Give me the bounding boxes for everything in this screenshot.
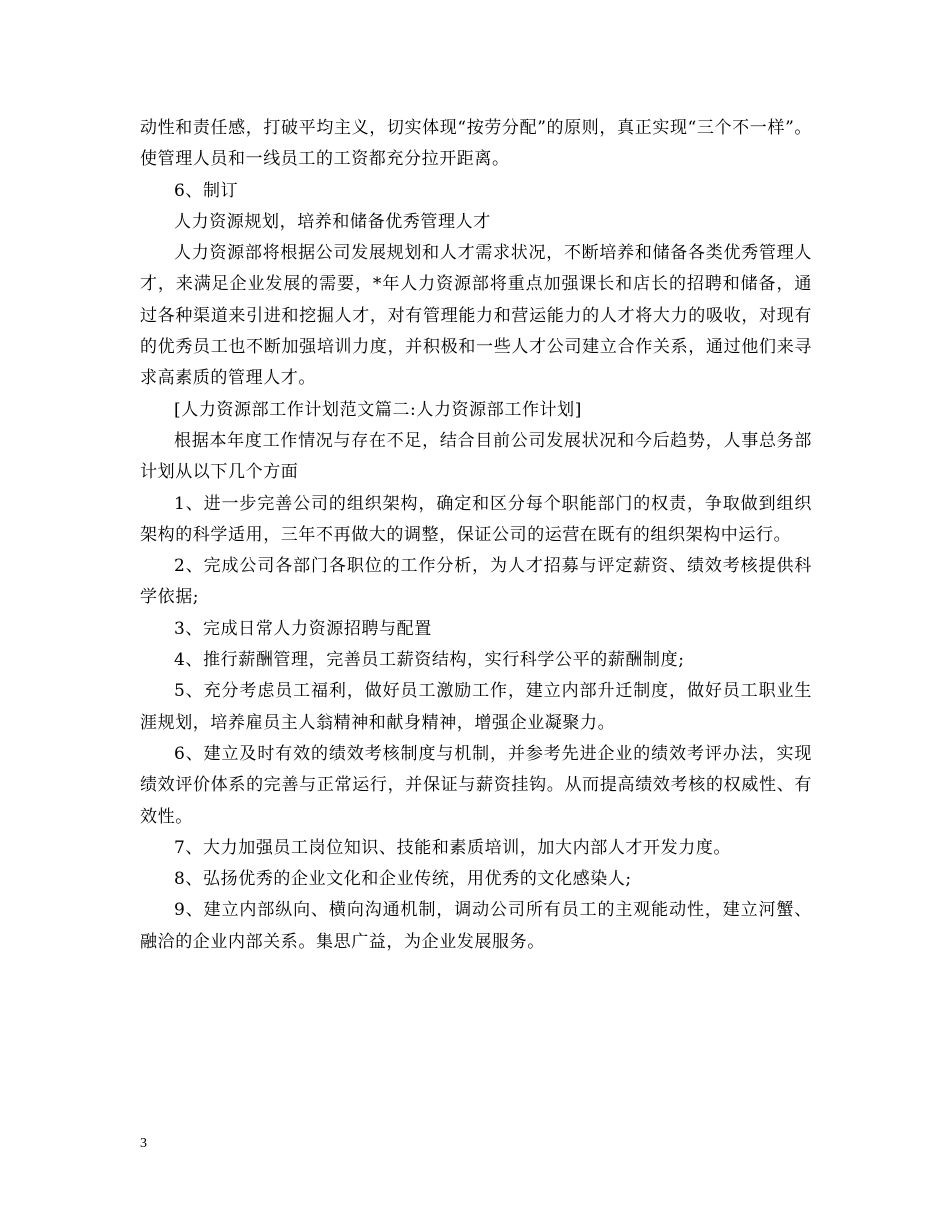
list-item-1: 1、进一步完善公司的组织架构，确定和区分每个职能部门的权责，争取做到组织架构的科学适用，三年不再做大的调整，保证公司的运营在既有的组织架构中运行。 [140, 493, 812, 545]
list-item-7: 7、大力加强员工岗位知识、技能和素质培训，加大内部人才开发力度。 [174, 837, 732, 858]
paragraph-4: 人力资源部将根据公司发展规划和人才需求状况，不断培养和储备各类优秀管理人才，来满足企业发展的需要，*年人力资源部将重点加强课长和店长的招聘和储备，通过各种渠道来引进和挖掘人才，对有管理能力和营运能力的人才将大力的吸收，对现有的优秀员工也不断加强培训力度，并积极和一些人才公司建立合作关系，通过他们来寻求高素质的管理人才。 [140, 243, 812, 389]
list-item-5: 5、充分考虑员工福利，做好员工激励工作，建立内部升迁制度，做好员工职业生涯规划，培养雇员主人翁精神和献身精神，增强企业凝聚力。 [140, 681, 812, 733]
paragraph-2: 6、制订 [174, 180, 239, 201]
list-item-4: 4、推行薪酬管理，完善员工薪资结构，实行科学公平的薪酬制度; [174, 650, 685, 671]
list-item-6: 6、建立及时有效的绩效考核制度与机制，并参考先进企业的绩效考评办法，实现绩效评价体系的完善与正常运行，并保证与薪资挂钩。从而提高绩效考核的权威性、有效性。 [140, 743, 812, 827]
paragraph-6: 根据本年度工作情况与存在不足，结合目前公司发展状况和今后趋势，人事总务部计划从以下几个方面 [140, 430, 812, 483]
paragraph-3: 人力资源规划，培养和储备优秀管理人才 [174, 211, 491, 232]
list-item-8: 8、弘扬优秀的企业文化和企业传统，用优秀的文化感染人; [174, 869, 632, 890]
list-item-3: 3、完成日常人力资源招聘与配置 [174, 618, 432, 639]
list-item-2: 2、完成公司各部门各职位的工作分析，为人才招募与评定薪资、绩效考核提供科学依据; [140, 556, 812, 608]
document-body [140, 113, 812, 958]
list-item-9: 9、建立内部纵向、横向沟通机制，调动公司所有员工的主观能动性，建立河蟹、融洽的企业内部关系。集思广益，为企业发展服务。 [140, 900, 812, 952]
section-heading: [人力资源部工作计划范文篇二:人力资源部工作计划] [174, 399, 582, 420]
page-number: 3 [140, 1136, 147, 1151]
paragraph-1: 动性和责任感，打破平均主义，切实体现“按劳分配”的原则，真正实现“三个不一样”。使管理人员和一线员工的工资都充分拉开距离。 [140, 118, 812, 170]
